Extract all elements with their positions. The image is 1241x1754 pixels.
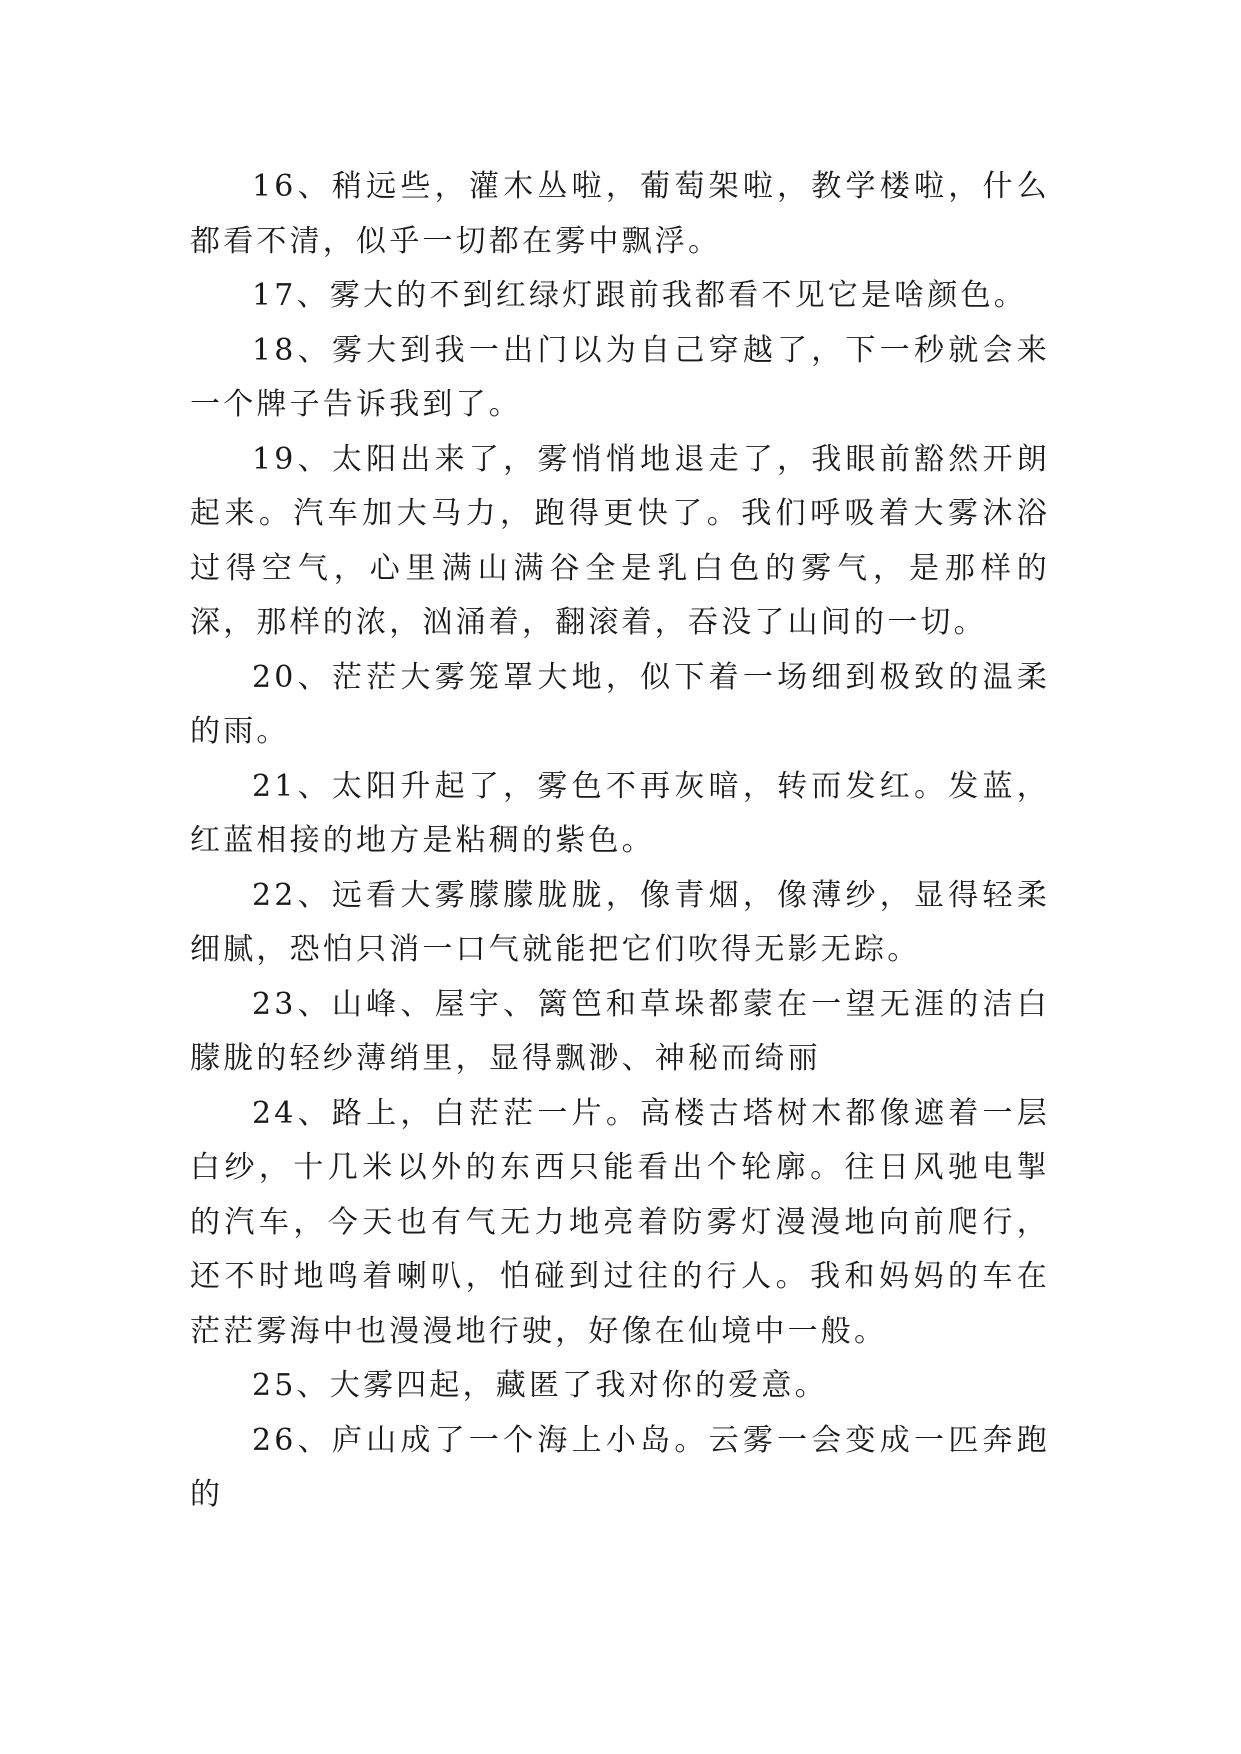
paragraph-22: 22、远看大雾朦朦胧胧，像青烟，像薄纱，显得轻柔细腻，恐怕只消一口气就能把它们吹得无影无踪。 [190, 877, 1050, 967]
paragraph-25: 25、大雾四起，藏匿了我对你的爱意。 [252, 1368, 828, 1403]
paragraph-26: 26、庐山成了一个海上小岛。云雾一会变成一匹奔跑的 [190, 1422, 1050, 1512]
paragraph-18: 18、雾大到我一出门以为自己穿越了，下一秒就会来一个牌子告诉我到了。 [190, 332, 1050, 422]
paragraph-19: 19、太阳出来了，雾悄悄地退走了，我眼前豁然开朗起来。汽车加大马力，跑得更快了。我们呼吸着大雾沐浴过得空气，心里满山满谷全是乳白色的雾气，是那样的深，那样的浓，汹涌着，翻滚着，吞没了山间的一切。 [190, 441, 1050, 640]
paragraph-17: 17、雾大的不到红绿灯跟前我都看不见它是啥颜色。 [252, 278, 1027, 313]
document-body [190, 160, 1050, 1523]
paragraph-21: 21、太阳升起了，雾色不再灰暗，转而发红。发蓝，红蓝相接的地方是粘稠的紫色。 [190, 768, 1050, 858]
paragraph-24: 24、路上，白茫茫一片。高楼古塔树木都像遮着一层白纱，十几米以外的东西只能看出个轮廓。往日风驰电掣的汽车，今天也有气无力地亮着防雾灯漫漫地向前爬行，还不时地鸣着喇叭，怕碰到过往的行人。我和妈妈的车在茫茫雾海中也漫漫地行驶，好像在仙境中一般。 [190, 1095, 1050, 1349]
paragraph-23: 23、山峰、屋宇、篱笆和草垛都蒙在一望无涯的洁白朦胧的轻纱薄绡里，显得飘渺、神秘而绮丽 [190, 986, 1050, 1076]
paragraph-20: 20、茫茫大雾笼罩大地，似下着一场细到极致的温柔的雨。 [190, 659, 1050, 749]
paragraph-16: 16、稍远些，灌木丛啦，葡萄架啦，教学楼啦，什么都看不清，似乎一切都在雾中飘浮。 [190, 169, 1050, 259]
